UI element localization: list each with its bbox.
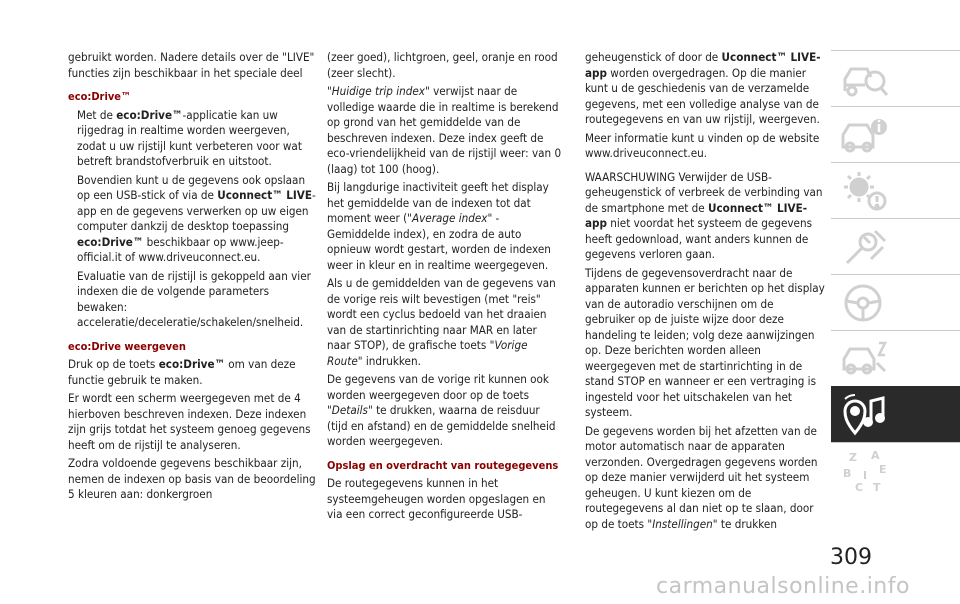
text-column-2 bbox=[327, 50, 563, 526]
paragraph: Tijdens de gegevensoverdracht naar de apparaten kunnen er berichten op het display van de autoradio verschijnen om de gebruiker op de juiste wijze door deze handeling te leiden; volg deze aanwijzingen op. Deze berichten worden alleen weergegeven met de startinrichting in de stand STOP en wanneer er een vertraging is ingesteld voor het uitschakelen van het systeem. bbox=[585, 265, 825, 419]
paragraph: De gegevens van de vorige rit kunnen ook worden weergegeven door op de toets "Details" te drukken, waarna de reisduur (tijd en afstand) en de gemiddelde snelheid worden weergegeven. bbox=[327, 372, 556, 448]
paragraph: Evaluatie van de rijstijl is gekoppeld aan vier indexen die de volgende parameters bewaken: acceleratie/deceleratie/schakelen/snelheid. bbox=[77, 268, 311, 329]
paragraph: Bovendien kunt u de gegevens ook opslaan op een USB-stick of via de Uconnect™ LIVE-app en de gegevens verwerken op uw eigen computer dankzij de desktop toepassing eco:Drive™ beschikbaar op www.jeep-official.it of www.driveuconnect.eu. bbox=[77, 172, 316, 264]
paragraph: Druk op de toets eco:Drive™ om van deze functie gebruik te maken. bbox=[68, 357, 296, 387]
section-heading-data-storage: Opslag en overdracht van routegegevens bbox=[327, 458, 559, 472]
paragraph: Zodra voldoende gegevens beschikbaar zijn, nemen de indexen op basis van de beoordeling 5 kleuren aan: donkergroen bbox=[68, 456, 316, 501]
paragraph: Met de eco:Drive™-applicatie kan uw rijgedrag in realtime worden weergeven, zodat u uw rijstijl kunt verbeteren voor wat betreft brandstofverbruik en uitstoot. bbox=[77, 107, 302, 168]
tab-car-breakdown[interactable] bbox=[831, 330, 960, 386]
warning-paragraph: WAARSCHUWING Verwijder de USB-geheugenstick of verbreek de verbinding van de smartphone met de Uconnect™ LIVE-app niet voordat het systeem de gegevens heeft gedownload, want anders kunnen de gegevens verloren gaan. bbox=[585, 169, 823, 261]
tab-warning-lights[interactable] bbox=[831, 162, 960, 218]
tab-alphabetical-index[interactable] bbox=[831, 442, 960, 498]
paragraph: Als u de gemiddelden van de gegevens van de vorige reis wilt bevestigen (met "reis" wordt een cyclus bedoeld van het draaien van de startinrichting naar MAR en later naar STOP), de grafische toets "Vorige Route" indrukken. bbox=[327, 276, 556, 368]
chapter-sidebar bbox=[831, 50, 960, 498]
paragraph: geheugenstick of door de Uconnect™ LIVE-app worden overgedragen. Op die manier kunt u de geschiedenis van de verzamelde gegevens, met een volledige analyse van de routegegevens en van uw rijstijl, weergeven. bbox=[585, 50, 821, 126]
paragraph: De gegevens worden bij het afzetten van de motor automatisch naar de apparaten verzonden. Overgedragen gegevens worden op deze manier verwijderd uit het systeem geheugen. U kunt kiezen om de routegegevens al dan niet op te slaan, door op de toets "Instellingen" te drukken bbox=[585, 423, 818, 531]
svg-text:T: T bbox=[873, 480, 881, 493]
alphabetical-index-icon bbox=[841, 449, 889, 493]
paragraph: Er wordt een scherm weergegeven met de 4 hierboven beschreven indexen. Deze indexen zijn grijs totdat het systeem genoeg gegevens heeft om de rijstijl te analyseren. bbox=[68, 391, 311, 452]
tab-car-search[interactable] bbox=[831, 50, 960, 106]
multimedia-icon bbox=[841, 393, 889, 437]
car-breakdown-icon bbox=[841, 337, 889, 381]
watermark: carmanualsonline.info bbox=[656, 574, 910, 599]
text-column-3 bbox=[585, 50, 825, 535]
paragraph: "Huidige trip index" verwijst naar de volledige waarde die in realtime is berekend op grond van het gemiddelde van de beschreven indexen. Deze index geeft de eco-vriendelijkheid van de rijstijl weer: van 0 (laag) tot 100 (hoog). bbox=[327, 84, 562, 176]
tab-wrench-tools[interactable] bbox=[831, 218, 960, 274]
svg-text:I: I bbox=[863, 468, 868, 482]
paragraph: Meer informatie kunt u vinden op de website www.driveuconnect.eu. bbox=[585, 130, 820, 160]
section-heading-ecodrive-view: eco:Drive weergeven bbox=[68, 339, 186, 353]
tab-steering-wheel[interactable] bbox=[831, 274, 960, 330]
warning-lights-icon bbox=[841, 169, 889, 213]
tab-multimedia[interactable] bbox=[831, 386, 960, 442]
svg-text:A: A bbox=[871, 448, 880, 462]
section-heading-ecodrive: eco:Drive™ bbox=[68, 90, 131, 103]
paragraph: De routegegevens kunnen in het systeemgeheugen worden opgeslagen en via een correct geconfigureerde USB- bbox=[327, 476, 546, 521]
paragraph: Bij langdurige inactiviteit geeft het display het gemiddelde van de indexen tot dat moment weer ("Average index" - Gemiddelde index), en zodra de auto opnieuw wordt gestart, worden de indexen weer in kleur en in realtime weergegeven. bbox=[327, 180, 551, 272]
page-number: 309 bbox=[830, 545, 872, 570]
car-info-icon bbox=[841, 113, 889, 157]
tab-car-info[interactable] bbox=[831, 106, 960, 162]
paragraph: gebruikt worden. Nadere details over de "LIVE" functies zijn beschikbaar in het speciale deel bbox=[68, 50, 315, 80]
paragraph: (zeer goed), lichtgroen, geel, oranje en rood (zeer slecht). bbox=[327, 50, 558, 80]
text-column-1 bbox=[68, 50, 318, 506]
svg-text:Z: Z bbox=[849, 450, 857, 464]
svg-text:C: C bbox=[855, 480, 864, 493]
wrench-tools-icon bbox=[841, 225, 889, 269]
car-search-icon bbox=[841, 57, 889, 101]
svg-text:B: B bbox=[843, 466, 852, 480]
svg-text:E: E bbox=[879, 462, 887, 476]
steering-wheel-icon bbox=[841, 281, 889, 325]
